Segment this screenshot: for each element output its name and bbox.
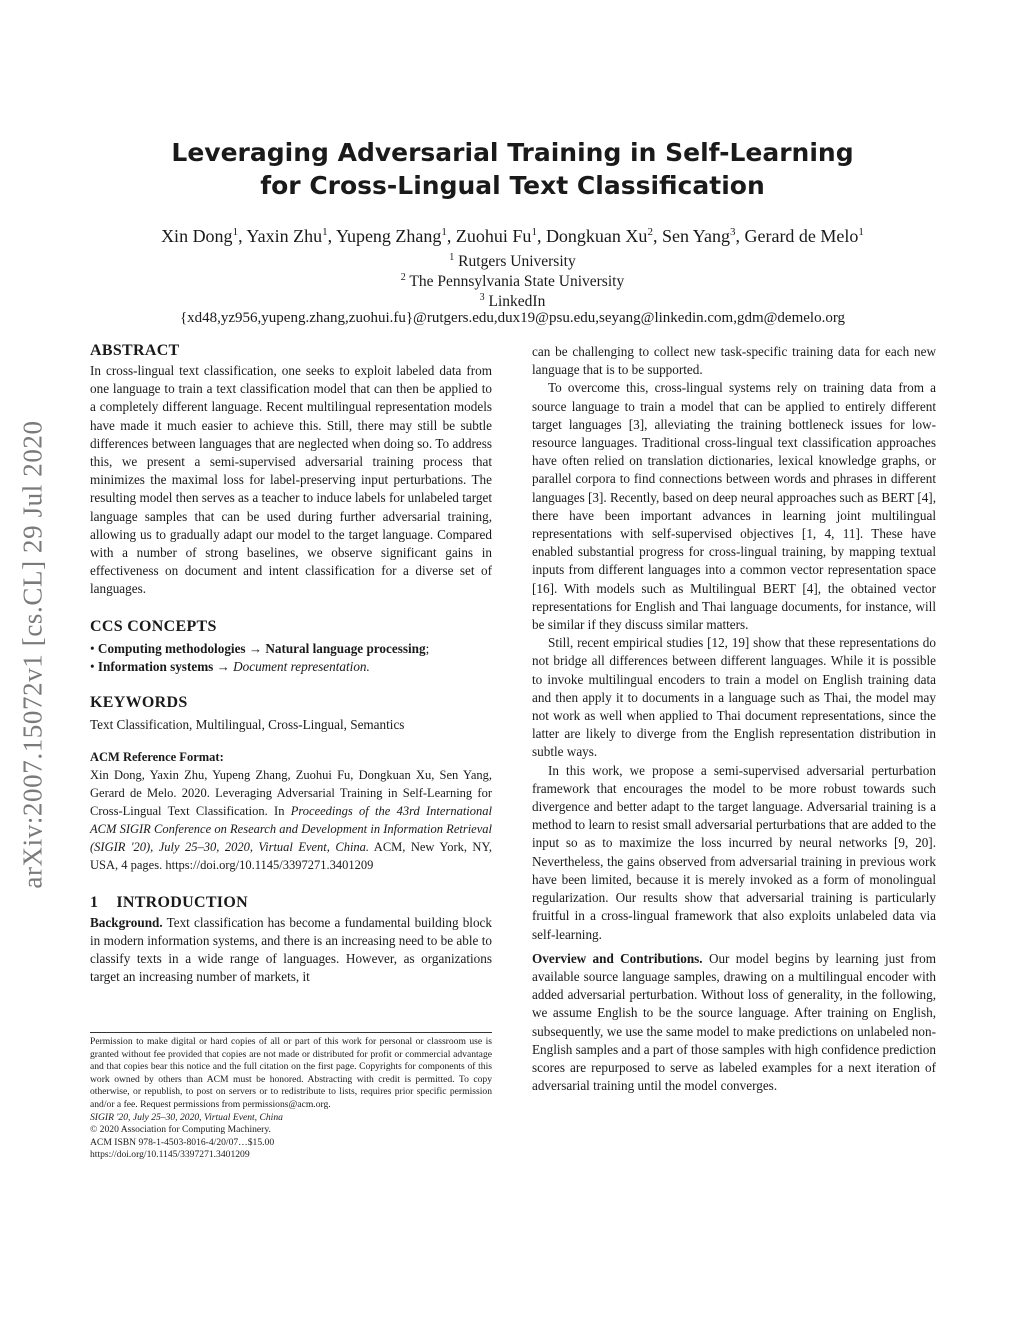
ccs-arrow: → <box>216 659 230 675</box>
ccs-concept: Computing methodologies <box>97 640 246 656</box>
keywords-text: Text Classification, Multilingual, Cross-Lingual, Semantics <box>90 716 405 732</box>
permission-footnote <box>90 1032 492 1162</box>
title-line-2: for Cross-Lingual Text Classification <box>260 171 765 200</box>
arxiv-stamp-text: arXiv:2007.15072v1 [cs.CL] 29 Jul 2020 <box>17 419 48 889</box>
permission-text: Permission to make digital or hard copies of all or part of this work for personal or classroom use is granted without fee provided that copies are not made or distributed for profit or commercial advantage and that copies bear this notice and the full citation on the first page. Copyrights for components of this work owned by others than ACM must be honored. Abstracting with credit is permitted. To copy otherwise, or republish, to post on servers or to redistribute to lists, requires prior specific permission and/or a fee. Request permissions from permissions@acm.org. <box>90 1036 492 1110</box>
ccs-concept: Natural language processing <box>265 640 426 656</box>
author-sup: 3 <box>729 226 736 238</box>
paragraph: can be challenging to collect new task-specific training data for each new language that is to be supported. <box>532 344 936 378</box>
author-name: Yupeng Zhang <box>335 226 442 246</box>
ccs-concept: Information systems <box>97 659 214 675</box>
abstract-text: In cross-lingual text classification, one seeks to exploit labeled data from one language to train a text classification model that can then be applied to a completely different language. Recent multilingual representation models have made it much easier to achieve this. Still, there may still be subtle differences between languages that are neglected when doing so. To address this, we present a semi-supervised adversarial training process that minimizes the maximal loss for label-preserving input perturbations. The resulting model then serves as a teacher to induce labels for unlabeled target language samples that can be used during further adversarial training, allowing us to gradually adapt our model to the target language. Compared with a number of strong baselines, we observe significant gains in effectiveness on document and intent classification for a diverse set of languages. <box>90 363 492 597</box>
keywords-heading: KEYWORDS <box>90 693 188 711</box>
ccs-arrow: → <box>248 640 263 656</box>
acm-ref-heading: ACM Reference Format: <box>90 749 224 764</box>
author-name: Xin Dong <box>161 226 233 246</box>
author-name: Zuohui Fu <box>455 226 532 246</box>
acm-ref-venue: Proceedings of the 43rd International ACM SIGIR Conference on Research and Development in Information Retrieval (SIGIR '20), July 25–30, 2020, Virtual Event, China. <box>90 803 492 854</box>
paragraph-label: Background. <box>90 914 163 930</box>
copyright-line: © 2020 Association for Computing Machinery. <box>90 1124 271 1136</box>
isbn-line: ACM ISBN 978-1-4503-8016-4/20/07…$15.00 <box>90 1136 275 1148</box>
acm-ref-text <box>90 766 492 874</box>
affiliation-sup: 3 <box>479 292 485 303</box>
left-column <box>90 340 492 987</box>
paper-title <box>100 136 925 202</box>
paragraph-label: Overview and Contributions. <box>532 950 703 966</box>
affiliation-sup: 2 <box>400 272 406 283</box>
section-title: INTRODUCTION <box>116 893 248 911</box>
section-number: 1 <box>90 893 99 911</box>
paragraph: In this work, we propose a semi-supervised adversarial perturbation framework that encourages the model to be more robust towards such divergence and better adapt to the target language. Adversarial training is a method to learn to resist small adversarial perturbations that are added to the input so as to maximize the loss incurred by neural networks [9, 20]. Nevertheless, the gains observed from adversarial training in previous work have been limited, because it is merely invoked as a form of monolingual regularization. Our results show that adversarial training is particularly fruitful in a cross-lingual framework that also exploits unlabeled data via self-learning. <box>532 762 936 942</box>
author-sup: 1 <box>531 226 537 238</box>
acm-ref-part: ACM, New York, NY, USA, 4 pages. https://doi.org/10.1145/3397271.3401209 <box>90 839 493 872</box>
author-name: Dongkuan Xu <box>545 226 648 246</box>
affiliation-sup: 1 <box>449 252 455 263</box>
affiliation-name: Rutgers University <box>458 253 576 271</box>
doi-link[interactable]: https://doi.org/10.1145/3397271.3401209 <box>90 1149 250 1161</box>
conference-name: SIGIR '20, July 25–30, 2020, Virtual Event, China <box>90 1111 283 1123</box>
affiliation-name: LinkedIn <box>488 293 546 311</box>
ccs-line-2: • Information systems → Document representation. <box>90 659 370 675</box>
abstract-heading: ABSTRACT <box>90 342 180 359</box>
affiliation-name: The Pennsylvania State University <box>409 273 625 291</box>
paragraph-text: Text classification has become a fundamental building block in modern information systems, and there is an increasing need to be able to classify texts in a wide range of languages. However, as organizations target an increasing number of markets, it <box>90 914 492 985</box>
author-sup: 1 <box>441 226 447 238</box>
intro-heading <box>90 892 492 914</box>
paragraph <box>532 950 936 1096</box>
ccs-heading: CCS CONCEPTS <box>90 617 217 635</box>
arxiv-stamp <box>8 364 58 944</box>
author-sup: 1 <box>232 226 239 238</box>
author-emails: {xd48,yz956,yupeng.zhang,zuohui.fu}@rutgers.edu,dux19@psu.edu,seyang@linkedin.com,gdm@demelo.org <box>179 310 846 326</box>
author-sup: 1 <box>858 226 864 238</box>
author-list: Xin Dong$^1$, Yaxin Zhu$^1$, Yupeng Zhang$^1$, Zuohui Fu$^1$, Dongkuan Xu$^2$, Sen Yang$^3$, Gerard de Melo$^1$ <box>161 226 864 246</box>
paragraph: To overcome this, cross-lingual systems rely on training data from a source language to train a model that can be applied to entirely different target languages [3], alleviating the training bottleneck issues for low-resource languages. Traditional cross-lingual text classification approaches have often relied on translation dictionaries, lexical knowledge graphs, or parallel corpora to find connections between words and phrases in different languages [3]. Recently, based on deep neural approaches such as BERT [4], there have been important advances in learning joint multilingual representations with self-supervised objectives [1, 4, 11]. These have enabled substantial progress for cross-lingual training, by mapping textual inputs from different languages into a common vector representation space [16]. With models such as Multilingual BERT [4], the obtained vector representations for English and Thai language documents, for instance, will be similar if they discuss similar matters. <box>532 380 936 633</box>
paragraph-text: Our model begins by learning just from available source language samples, drawing on a multilingual encoder with added adversarial perturbation. Without loss of generality, in the following, we assume English to be the source language. After training on English, subsequently, we use the same model to make predictions on unlabeled non-English samples and a part of those samples with high confidence prediction scores are repurposed to serve as labeled examples for a next iteration of adversarial training until the model converges. <box>532 950 936 1094</box>
ccs-sep: ; <box>425 640 430 656</box>
ccs-line-1: • Computing methodologies → Natural language processing; <box>90 640 430 656</box>
conference-info <box>90 1112 492 1125</box>
paragraph: Still, recent empirical studies [12, 19] show that these representations do not bridge all differences between different languages. While it is possible to invoke multilingual encoders to train a model on English training data and then apply it to documents in a language such as Thai, the model may not work as well when applied to Thai document representations, since the latter are likely to diverge from the English representation distribution in subtle ways. <box>532 635 936 760</box>
acm-ref-part: Xin Dong, Yaxin Zhu, Yupeng Zhang, Zuohui Fu, Dongkuan Xu, Sen Yang, Gerard de Melo. 2020. Leveraging Adversarial Training in Self-Learning for Cross-Lingual Text Classification. In <box>90 767 492 818</box>
right-column <box>532 343 936 1095</box>
author-name: Yaxin Zhu <box>246 226 323 246</box>
title-line-1: Leveraging Adversarial Training in Self-Learning <box>171 138 854 167</box>
ccs-concept: Document representation. <box>233 659 370 675</box>
author-sup: 2 <box>647 226 653 238</box>
author-sup: 1 <box>322 226 328 238</box>
intro-paragraph <box>90 914 492 987</box>
author-name: Gerard de Melo <box>744 226 859 246</box>
author-name: Sen Yang <box>661 226 730 246</box>
